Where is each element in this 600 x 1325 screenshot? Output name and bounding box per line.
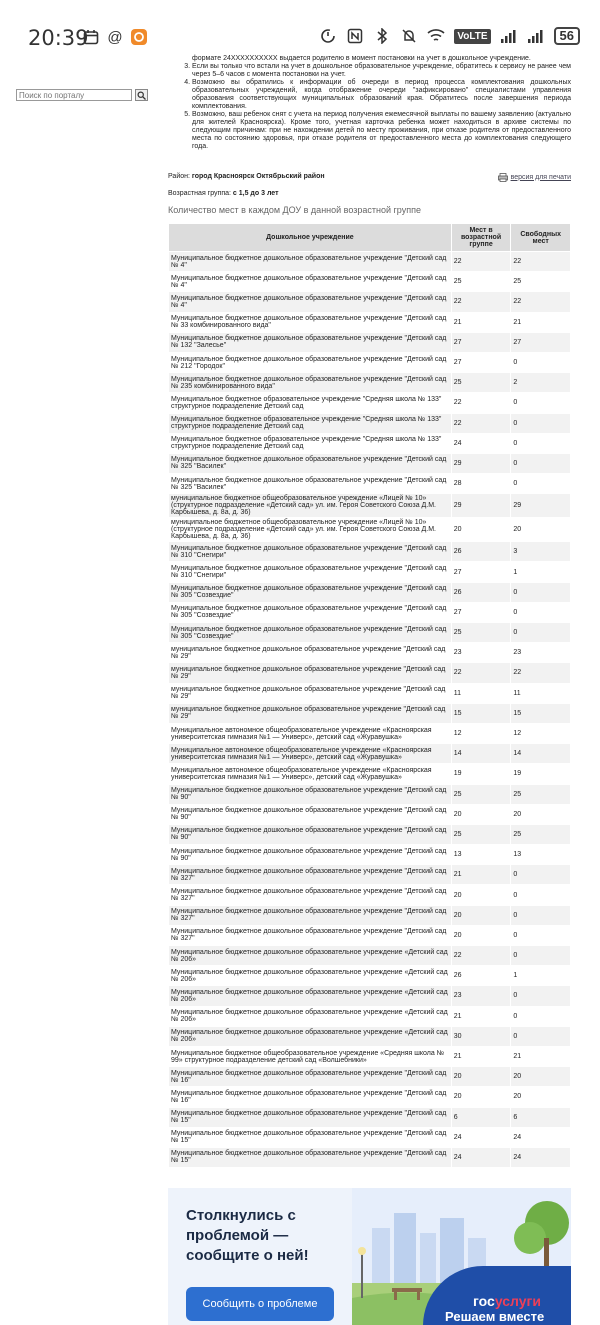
table-row [169, 252, 571, 272]
cell-institution: Муниципальное бюджетное дошкольное образовательное учреждение «Детский сад № 206» [169, 966, 452, 986]
cell-places: 26 [451, 966, 511, 986]
cell-places: 27 [451, 562, 511, 582]
cell-places: 19 [451, 764, 511, 784]
table-row [169, 433, 571, 453]
wifi-icon [427, 27, 445, 45]
table-row [169, 764, 571, 784]
cell-free: 21 [511, 312, 571, 332]
cell-free: 0 [511, 865, 571, 885]
table-row [169, 453, 571, 473]
battery-indicator: 56 [554, 27, 580, 45]
cell-institution: Муниципальное бюджетное дошкольное образовательное учреждение "Детский сад № 235 комбинированного вида" [169, 373, 452, 393]
printer-icon [498, 173, 508, 182]
cell-free: 0 [511, 393, 571, 413]
header-places: Мест в возрастной группе [451, 224, 511, 252]
table-row [169, 784, 571, 804]
portal-search [16, 89, 148, 101]
cell-free: 0 [511, 474, 571, 494]
cell-free: 0 [511, 623, 571, 643]
cell-free: 0 [511, 946, 571, 966]
cell-free: 0 [511, 1006, 571, 1026]
cell-institution: Муниципальное бюджетное дошкольное образовательное учреждение «Детский сад № 206» [169, 946, 452, 966]
cell-institution: Муниципальное бюджетное дошкольное образовательное учреждение "Детский сад № 90" [169, 784, 452, 804]
cell-places: 21 [451, 865, 511, 885]
cell-places: 12 [451, 723, 511, 743]
cell-institution: Муниципальное бюджетное дошкольное образовательное учреждение «Детский сад № 206» [169, 1006, 452, 1026]
cell-institution: муниципальное бюджетное дошкольное образовательное учреждение "Детский сад № 29" [169, 643, 452, 663]
cell-institution: Муниципальное бюджетное дошкольное образовательное учреждение "Детский сад № 90" [169, 845, 452, 865]
cell-places: 20 [451, 885, 511, 905]
cell-institution: Муниципальное бюджетное дошкольное образовательное учреждение "Детский сад № 90" [169, 824, 452, 844]
cell-institution: муниципальное бюджетное дошкольное образовательное учреждение "Детский сад № 29" [169, 663, 452, 683]
cell-places: 22 [451, 292, 511, 312]
cell-institution: муниципальное бюджетное общеобразовательное учреждение «Лицей № 10» (структурное подразделение «Детский сад» ул. им. Героя Советского Союза Д.М. Карбышева, д. 8а, д. 36) [169, 494, 452, 518]
signal-icon-2 [527, 27, 545, 45]
table-row [169, 1147, 571, 1167]
cell-free: 1 [511, 562, 571, 582]
cell-free: 0 [511, 986, 571, 1006]
calendar-icon [82, 28, 100, 46]
cell-institution: Муниципальное бюджетное дошкольное образовательное учреждение "Детский сад № 15" [169, 1127, 452, 1147]
cell-free: 20 [511, 518, 571, 542]
cell-institution: Муниципальное бюджетное дошкольное образовательное учреждение "Детский сад № 4" [169, 292, 452, 312]
cell-free: 25 [511, 824, 571, 844]
table-row [169, 292, 571, 312]
cell-institution: Муниципальное бюджетное дошкольное образовательное учреждение "Детский сад № 327" [169, 885, 452, 905]
cell-places: 20 [451, 925, 511, 945]
cell-institution: Муниципальное бюджетное дошкольное образовательное учреждение "Детский сад № 305 "Созвездие" [169, 602, 452, 622]
table-row [169, 602, 571, 622]
table-header [169, 224, 571, 252]
cell-institution: Муниципальное бюджетное образовательное учреждение "Средняя школа № 133" структурное подразделение Детский сад [169, 393, 452, 413]
search-icon [137, 91, 146, 100]
header-free: Свободных мест [511, 224, 571, 252]
cell-places: 21 [451, 1046, 511, 1066]
cell-places: 29 [451, 494, 511, 518]
cell-free: 25 [511, 272, 571, 292]
print-version-link[interactable] [498, 173, 571, 182]
cell-institution: Муниципальное бюджетное дошкольное образовательное учреждение "Детский сад № 327" [169, 865, 452, 885]
cell-institution: Муниципальное бюджетное дошкольное образовательное учреждение "Детский сад № 212 "Городок" [169, 352, 452, 372]
cell-places: 26 [451, 582, 511, 602]
cell-places: 25 [451, 623, 511, 643]
cell-free: 0 [511, 885, 571, 905]
cell-places: 23 [451, 986, 511, 1006]
cell-places: 23 [451, 643, 511, 663]
table-row [169, 373, 571, 393]
cell-free: 0 [511, 352, 571, 372]
cell-institution: Муниципальное автономное общеобразовательное учреждение «Красноярская университетская гимназия №1 — Универс», детский сад «Журавушка» [169, 723, 452, 743]
table-row [169, 885, 571, 905]
cell-institution: Муниципальное бюджетное образовательное учреждение "Средняя школа № 133" структурное подразделение Детский сад [169, 413, 452, 433]
cell-places: 20 [451, 905, 511, 925]
cell-free: 0 [511, 925, 571, 945]
table-row [169, 966, 571, 986]
cell-free: 0 [511, 413, 571, 433]
app-notification-icon [130, 28, 148, 46]
cell-places: 6 [451, 1107, 511, 1127]
table-row [169, 413, 571, 433]
cell-institution: муниципальное бюджетное общеобразовательное учреждение «Лицей № 10» (структурное подразделение «Детский сад» ул. им. Героя Советского Союза Д.М. Карбышева, д. 8а, д. 36) [169, 518, 452, 542]
table-row [169, 393, 571, 413]
cell-places: 14 [451, 744, 511, 764]
district-label: Район: [168, 173, 190, 180]
cell-free: 22 [511, 292, 571, 312]
cell-free: 1 [511, 966, 571, 986]
cell-places: 22 [451, 252, 511, 272]
table-row [169, 744, 571, 764]
cell-free: 0 [511, 453, 571, 473]
cell-places: 21 [451, 1006, 511, 1026]
table-body [169, 252, 571, 1168]
table-row [169, 865, 571, 885]
table-row [169, 905, 571, 925]
cell-places: 13 [451, 845, 511, 865]
cell-free: 25 [511, 784, 571, 804]
cell-places: 15 [451, 703, 511, 723]
cell-places: 24 [451, 1147, 511, 1167]
cell-free: 2 [511, 373, 571, 393]
header-institution: Дошкольное учреждение [169, 224, 452, 252]
cell-free: 6 [511, 1107, 571, 1127]
cell-places: 24 [451, 1127, 511, 1147]
data-saver-icon [319, 27, 337, 45]
cell-places: 28 [451, 474, 511, 494]
cell-institution: Муниципальное бюджетное дошкольное образовательное учреждение "Детский сад № 33 комбинированного вида" [169, 312, 452, 332]
cell-institution: муниципальное бюджетное дошкольное образовательное учреждение "Детский сад № 29" [169, 683, 452, 703]
cell-institution: Муниципальное бюджетное дошкольное образовательное учреждение "Детский сад № 310 "Снегири" [169, 562, 452, 582]
table-row [169, 683, 571, 703]
cell-places: 30 [451, 1026, 511, 1046]
cell-institution: Муниципальное бюджетное дошкольное образовательное учреждение "Детский сад № 15" [169, 1147, 452, 1167]
cell-free: 0 [511, 582, 571, 602]
age-group-value: с 1,5 до 3 лет [232, 190, 279, 197]
cell-places: 24 [451, 433, 511, 453]
table-row [169, 1087, 571, 1107]
search-input[interactable] [16, 89, 132, 101]
gosuslugi-slogan: Решаем вместе [445, 1309, 545, 1324]
search-button[interactable] [135, 89, 148, 101]
cell-institution: Муниципальное бюджетное дошкольное образовательное учреждение «Детский сад № 206» [169, 986, 452, 1006]
cell-places: 21 [451, 312, 511, 332]
cell-free: 0 [511, 1026, 571, 1046]
table-row [169, 986, 571, 1006]
cell-free: 22 [511, 663, 571, 683]
at-sign-icon: @ [107, 28, 123, 46]
cell-institution: Муниципальное бюджетное дошкольное образовательное учреждение "Детский сад № 16" [169, 1067, 452, 1087]
clock: 20:39 [28, 26, 89, 50]
cell-places: 27 [451, 602, 511, 622]
mute-icon [400, 27, 418, 45]
table-row [169, 332, 571, 352]
gosuslugi-logo: госуслуги [473, 1293, 541, 1309]
banner-text: Столкнулись с проблемой — сообщите о ней! [186, 1207, 309, 1264]
table-row [169, 925, 571, 945]
cell-places: 20 [451, 1087, 511, 1107]
table-row [169, 723, 571, 743]
cell-institution: Муниципальное бюджетное дошкольное образовательное учреждение "Детский сад № 132 "Залесье" [169, 332, 452, 352]
cell-free: 12 [511, 723, 571, 743]
table-row [169, 1046, 571, 1066]
table-row [169, 272, 571, 292]
cell-institution: Муниципальное бюджетное дошкольное образовательное учреждение "Детский сад № 4" [169, 252, 452, 272]
table-row [169, 542, 571, 562]
age-group-label: Возрастная группа: [168, 190, 231, 197]
table-row [169, 562, 571, 582]
table-row [169, 312, 571, 332]
table-row [169, 518, 571, 542]
table-row [169, 352, 571, 372]
cell-free: 20 [511, 1067, 571, 1087]
cell-places: 22 [451, 393, 511, 413]
cell-free: 0 [511, 602, 571, 622]
info-item: 3. Если вы только что встали на учет в дошкольное образовательное учреждение, обратитесь к сервису не ранее чем через 5–6 часов с момента постановки на учет. [192, 63, 571, 79]
cell-institution: Муниципальное бюджетное дошкольное образовательное учреждение "Детский сад № 327" [169, 905, 452, 925]
cell-institution: Муниципальное бюджетное дошкольное образовательное учреждение "Детский сад № 327" [169, 925, 452, 945]
district-value: город Красноярск Октябрьский район [191, 173, 325, 180]
section-title: Количество мест в каждом ДОУ в данной возрастной группе [168, 205, 421, 215]
cell-institution: Муниципальное бюджетное дошкольное образовательное учреждение «Детский сад № 206» [169, 1026, 452, 1046]
cell-free: 13 [511, 845, 571, 865]
cell-places: 26 [451, 542, 511, 562]
bluetooth-icon [373, 27, 391, 45]
cell-places: 25 [451, 824, 511, 844]
table-row [169, 1006, 571, 1026]
cell-free: 20 [511, 1087, 571, 1107]
table-row [169, 494, 571, 518]
cell-free: 14 [511, 744, 571, 764]
table-row [169, 582, 571, 602]
cell-institution: Муниципальное бюджетное дошкольное образовательное учреждение "Детский сад № 325 "Василек" [169, 474, 452, 494]
table-row [169, 824, 571, 844]
cell-institution: Муниципальное бюджетное дошкольное образовательное учреждение "Детский сад № 4" [169, 272, 452, 292]
places-table [168, 223, 571, 1168]
signal-icon [500, 27, 518, 45]
info-list [168, 55, 571, 151]
cell-institution: Муниципальное бюджетное общеобразовательное учреждение «Средняя школа № 99» структурное подразделение детский сад «Волшебники» [169, 1046, 452, 1066]
cell-places: 29 [451, 453, 511, 473]
cell-places: 20 [451, 1067, 511, 1087]
cell-places: 25 [451, 784, 511, 804]
report-problem-banner [168, 1188, 571, 1325]
cell-institution: Муниципальное бюджетное дошкольное образовательное учреждение "Детский сад № 325 "Василек" [169, 453, 452, 473]
table-row [169, 845, 571, 865]
district-row [168, 173, 571, 182]
info-item: 5. Возможно, ваш ребенок снят с учета на период получения ежемесячной выплаты по вашему заявлению (актуально для жителей Красноярска). Кроме того, учетная карточка ребенка может находиться в архиве системы по следующим причинам: при не нахождении детей по месту проживания, при отказе родителя от предоставленного места по состоянию здоровья, при отказе родителя от предоставленного места до комплектования следующего года. [192, 111, 571, 151]
info-item: 4. Возможно вы обратились к информации об очереди в период процесса комплектования дошкольных образовательных учреждений, когда отображение очереди "зафиксировано" специалистами управления образования соответствующих муниципальных образований края. Обратитесь после завершения периода комплектования. [192, 79, 571, 111]
cell-places: 20 [451, 518, 511, 542]
cell-institution: Муниципальное бюджетное дошкольное образовательное учреждение "Детский сад № 90" [169, 804, 452, 824]
table-row [169, 1067, 571, 1087]
table-row [169, 663, 571, 683]
cell-free: 15 [511, 703, 571, 723]
main-content [168, 55, 571, 1168]
cell-free: 0 [511, 905, 571, 925]
cell-free: 27 [511, 332, 571, 352]
cell-free: 24 [511, 1147, 571, 1167]
cell-institution: Муниципальное бюджетное образовательное учреждение "Средняя школа № 133" структурное подразделение Детский сад [169, 433, 452, 453]
cell-free: 0 [511, 433, 571, 453]
cell-places: 22 [451, 663, 511, 683]
cell-places: 22 [451, 413, 511, 433]
info-item: формате 24XXXXXXXXXX выдается родителю в момент постановки на учет в дошкольное учреждение. [192, 55, 531, 62]
report-problem-button[interactable]: Сообщить о проблеме [186, 1287, 334, 1321]
table-row [169, 474, 571, 494]
cell-places: 22 [451, 946, 511, 966]
cell-institution: Муниципальное бюджетное дошкольное образовательное учреждение "Детский сад № 310 "Снегири" [169, 542, 452, 562]
cell-free: 29 [511, 494, 571, 518]
cell-institution: муниципальное бюджетное дошкольное образовательное учреждение "Детский сад № 29" [169, 703, 452, 723]
cell-free: 19 [511, 764, 571, 784]
cell-institution: Муниципальное бюджетное дошкольное образовательное учреждение "Детский сад № 15" [169, 1107, 452, 1127]
cell-free: 24 [511, 1127, 571, 1147]
cell-free: 20 [511, 804, 571, 824]
table-row [169, 1127, 571, 1147]
table-row [169, 946, 571, 966]
cell-places: 25 [451, 373, 511, 393]
cell-places: 27 [451, 332, 511, 352]
cell-places: 11 [451, 683, 511, 703]
cell-free: 11 [511, 683, 571, 703]
cell-institution: Муниципальное бюджетное дошкольное образовательное учреждение "Детский сад № 305 "Созвездие" [169, 582, 452, 602]
cell-free: 23 [511, 643, 571, 663]
table-row [169, 1026, 571, 1046]
volte-badge: VoLTE [454, 29, 490, 44]
cell-institution: Муниципальное автономное общеобразовательное учреждение «Красноярская университетская гимназия №1 — Универс», детский сад «Журавушка» [169, 764, 452, 784]
cell-institution: Муниципальное автономное общеобразовательное учреждение «Красноярская университетская гимназия №1 — Универс», детский сад «Журавушка» [169, 744, 452, 764]
nfc-icon [346, 27, 364, 45]
cell-places: 27 [451, 352, 511, 372]
cell-places: 25 [451, 272, 511, 292]
print-version-label: версия для печати [510, 173, 571, 181]
age-group-row [168, 190, 571, 198]
cell-institution: Муниципальное бюджетное дошкольное образовательное учреждение "Детский сад № 16" [169, 1087, 452, 1107]
table-row [169, 643, 571, 663]
table-row [169, 703, 571, 723]
cell-places: 20 [451, 804, 511, 824]
table-row [169, 1107, 571, 1127]
cell-free: 3 [511, 542, 571, 562]
cell-free: 22 [511, 252, 571, 272]
table-row [169, 804, 571, 824]
table-row [169, 623, 571, 643]
cell-institution: Муниципальное бюджетное дошкольное образовательное учреждение "Детский сад № 305 "Созвездие" [169, 623, 452, 643]
cell-free: 21 [511, 1046, 571, 1066]
